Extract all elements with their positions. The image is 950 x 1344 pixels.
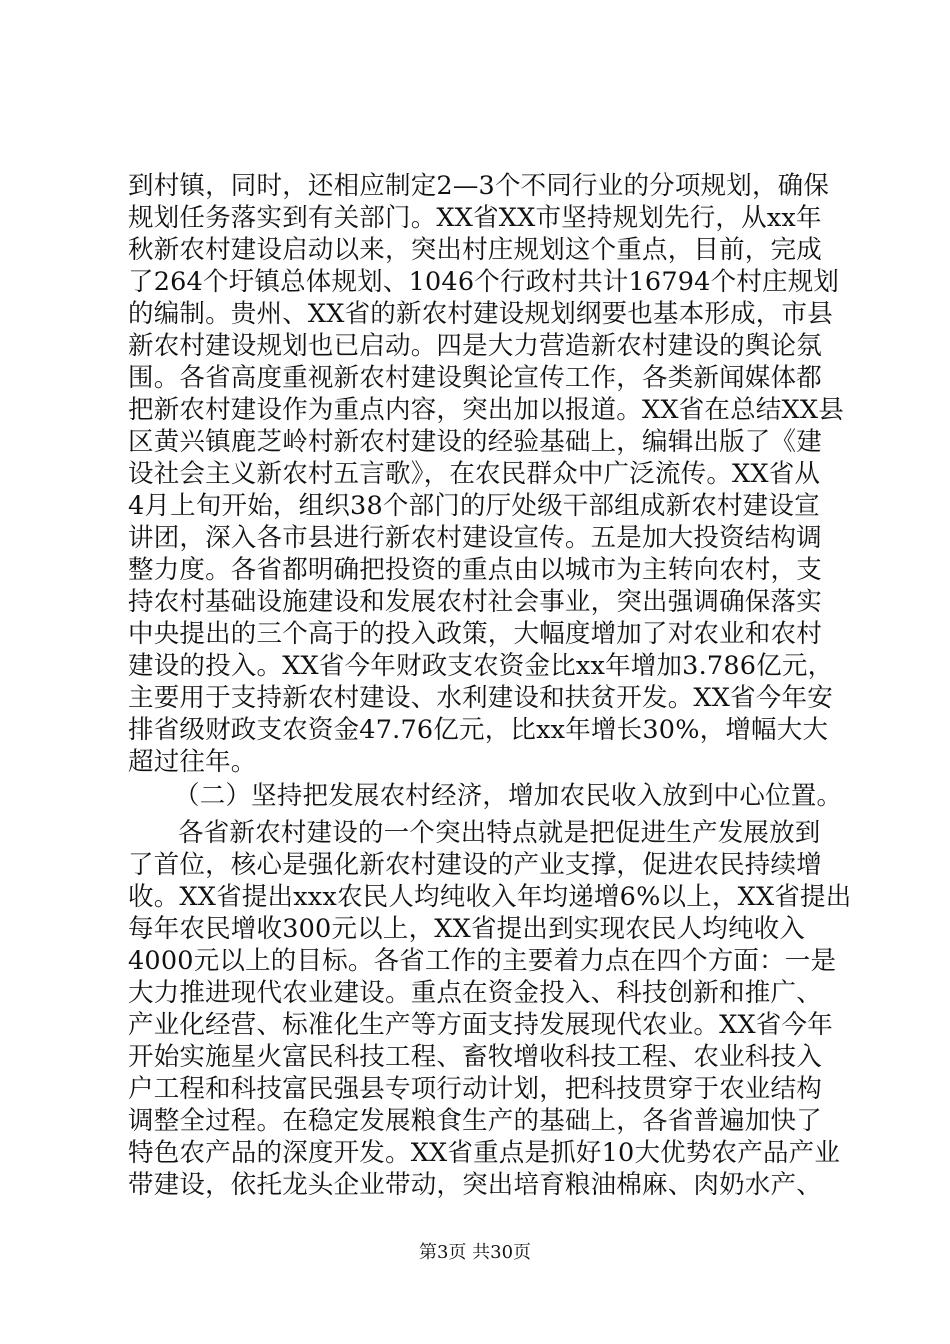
text-line: 新农村建设规划也已启动。四是大力营造新农村建设的舆论氛	[128, 331, 822, 361]
text-line: 主要用于支持新农村建设、水利建设和扶贫开发。XX省今年安	[128, 683, 833, 713]
text-line: 产业化经营、标准化生产等方面支持发展现代农业。XX省今年	[128, 1010, 833, 1040]
text-line: 讲团，深入各市县进行新农村建设宣传。五是加大投资结构调	[128, 523, 822, 553]
text-line: 中央提出的三个高于的投入政策，大幅度增加了对农业和农村	[128, 619, 822, 649]
text-line: 把新农村建设作为重点内容，突出加以报道。XX省在总结XX县	[128, 395, 844, 425]
text-line: 特色农产品的深度开发。XX省重点是抓好10大优势农产品产业	[128, 1138, 841, 1168]
text-line: 持农村基础设施建设和发展农村社会事业，突出强调确保落实	[128, 587, 822, 617]
text-line: 4月上旬开始，组织38个部门的厅处级干部组成新农村建设宣	[128, 491, 820, 521]
text-line: 设社会主义新农村五言歌》，在农民群众中广泛流传。XX省从	[128, 459, 821, 489]
text-line: 带建设，依托龙头企业带动，突出培育粮油棉麻、肉奶水产、	[128, 1170, 822, 1200]
text-line: 排省级财政支农资金47.76亿元，比xx年增长30%，增幅大大	[128, 715, 829, 745]
section-heading: （二）坚持把发展农村经济，增加农民收入放到中心位置。	[174, 781, 843, 811]
text-line: 户工程和科技富民强县专项行动计划，把科技贯穿于农业结构	[128, 1074, 822, 1104]
text-line: 规划任务落实到有关部门。XX省XX市坚持规划先行，从xx年	[128, 203, 822, 233]
page-number-footer: 第3页 共30页	[418, 1242, 532, 1263]
text-line: 建设的投入。XX省今年财政支农资金比xx年增加3.786亿元，	[128, 651, 834, 681]
text-line: 开始实施星火富民科技工程、畜牧增收科技工程、农业科技入	[128, 1042, 822, 1072]
text-line: 围。各省高度重视新农村建设舆论宣传工作，各类新闻媒体都	[128, 363, 822, 393]
text-line: 超过往年。	[128, 747, 257, 777]
text-line: 到村镇，同时，还相应制定2—3个不同行业的分项规划，确保	[128, 171, 830, 201]
text-line: 区黄兴镇鹿芝岭村新农村建设的经验基础上，编辑出版了《建	[128, 427, 822, 457]
text-line: 了264个圩镇总体规划、1046个行政村共计16794个村庄规划	[128, 267, 840, 297]
text-line: 收。XX省提出xxx农民人均纯收入年均递增6%以上，XX省提出	[128, 882, 852, 912]
text-line: 调整全过程。在稳定发展粮食生产的基础上，各省普遍加快了	[128, 1106, 822, 1136]
text-line: 每年农民增收300元以上，XX省提出到实现农民人均纯收入	[128, 914, 806, 944]
text-line: 的编制。贵州、XX省的新农村建设规划纲要也基本形成，市县	[128, 299, 833, 329]
text-line: 各省新农村建设的一个突出特点就是把促进生产发展放到	[178, 818, 821, 848]
text-line: 整力度。各省都明确把投资的重点由以城市为主转向农村，支	[128, 555, 822, 585]
text-line: 大力推进现代农业建设。重点在资金投入、科技创新和推广、	[128, 978, 822, 1008]
text-line: 秋新农村建设启动以来，突出村庄规划这个重点，目前，完成	[128, 235, 822, 265]
text-line: 了首位，核心是强化新农村建设的产业支撑，促进农民持续增	[128, 850, 822, 880]
text-line: 4000元以上的目标。各省工作的主要着力点在四个方面：一是	[128, 946, 837, 976]
